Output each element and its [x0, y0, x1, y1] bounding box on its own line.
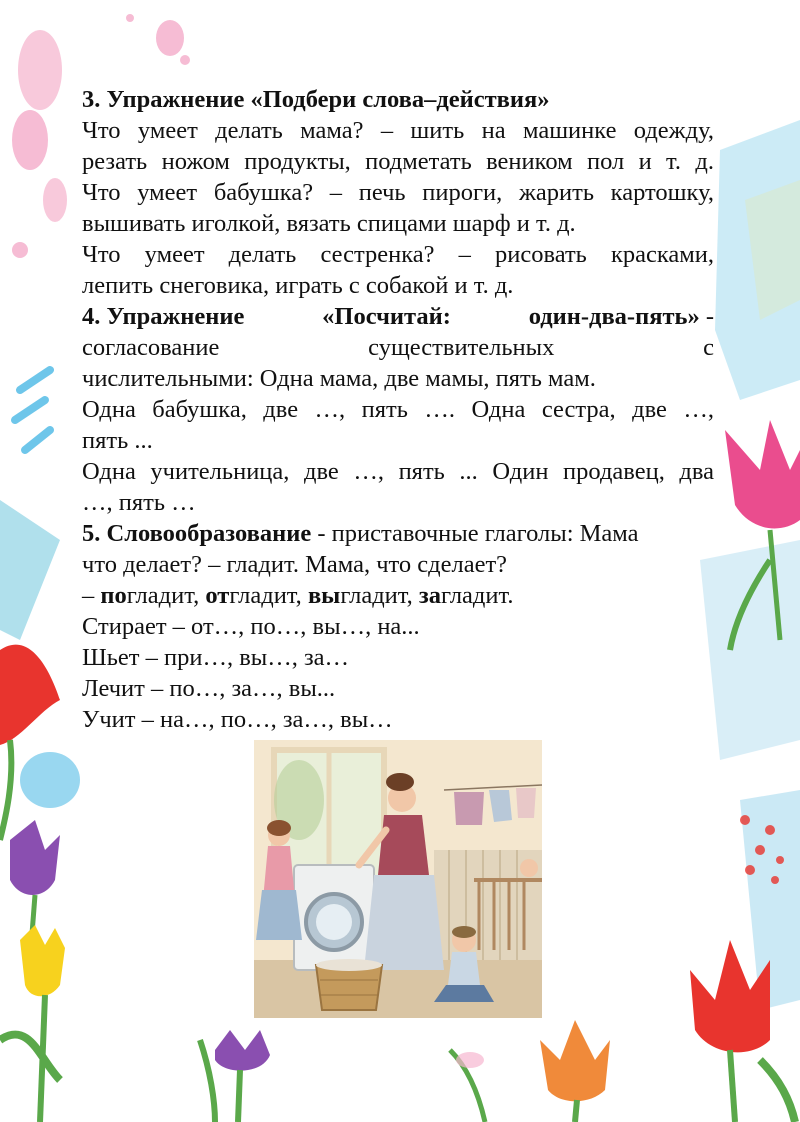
worksheet-text — [82, 84, 714, 735]
exercise-3-line: вышивать иголкой, вязать спицами шарф и т. д. — [82, 210, 576, 237]
exercise-4-title-dash: - — [699, 303, 714, 330]
exercise-3-line: Что умеет делать мама? – шить на машинке одежду, — [82, 117, 714, 144]
exercise-5-title-rest: - приставочные глаголы: Мама — [311, 520, 639, 547]
prefix-rest: гладит, — [126, 582, 206, 609]
exercise-4-line: Одна учительница, две …, пять ... Один продавец, два — [82, 458, 714, 485]
prefix-rest: гладит, — [229, 582, 308, 609]
prefix-bold: вы — [307, 582, 341, 609]
exercise-5-task: Лечит – по…, за…, вы... — [82, 675, 336, 702]
exercise-3-line: лепить снеговика, играть с собакой и т. д. — [82, 272, 514, 299]
exercise-5-line: что делает? – гладит. Мама, что сделает? — [82, 551, 508, 578]
blue-blob — [20, 752, 80, 808]
exercise-4-title-end: один-два-пять» — [528, 303, 700, 330]
exercise-5-task: Учит – на…, по…, за…, вы… — [82, 706, 393, 733]
prefix-bold: по — [100, 582, 127, 609]
exercise-5-prefix-line — [82, 580, 714, 611]
exercise-4-word: с — [703, 334, 714, 361]
exercise-5-title-line — [82, 518, 714, 549]
prefix-rest: гладит. — [441, 582, 514, 609]
prefix-dash: – — [82, 582, 101, 609]
exercise-4-line: Одна бабушка, две …, пять …. Одна сестра, две …, — [82, 396, 714, 423]
blue-wash — [700, 120, 800, 1010]
red-tulip-left — [0, 645, 60, 840]
prefix-bold: за — [418, 582, 442, 609]
exercise-4-title — [82, 301, 714, 332]
exercise-5-task: Стирает – от…, по…, вы…, на... — [82, 613, 420, 640]
prefix-rest: гладит, — [340, 582, 419, 609]
exercise-5-title: 5. Словообразование — [82, 520, 312, 547]
exercise-4-word: существительных — [368, 334, 555, 361]
exercise-4-title-number: 4. Упражнение — [82, 303, 245, 330]
exercise-4-line: пять ... — [82, 427, 153, 454]
blue-strokes — [15, 370, 50, 450]
bottom-tulips — [200, 1020, 610, 1122]
exercise-5-task: Шьет – при…, вы…, за… — [82, 644, 350, 671]
teal-fabric-patch — [0, 500, 60, 640]
exercise-4-line: числительными: Одна мама, две мамы, пять мам. — [82, 365, 596, 392]
exercise-3-line: резать ножом продукты, подметать веником пол и т. д. — [82, 148, 714, 175]
exercise-3-line: Что умеет бабушка? – печь пироги, жарить картошку, — [82, 179, 714, 206]
exercise-3-title: 3. Упражнение «Подбери слова–действия» — [82, 86, 550, 113]
laundry-illustration — [254, 740, 542, 1018]
exercise-3-line: Что умеет делать сестренка? – рисовать красками, — [82, 241, 714, 268]
yellow-tulip — [0, 925, 65, 1122]
exercise-4-title-quote: «Посчитай: — [322, 303, 451, 330]
exercise-4-line: …, пять … — [82, 489, 196, 516]
exercise-4-line — [82, 332, 714, 363]
prefix-bold: от — [205, 582, 230, 609]
exercise-4-word: согласование — [82, 334, 220, 361]
